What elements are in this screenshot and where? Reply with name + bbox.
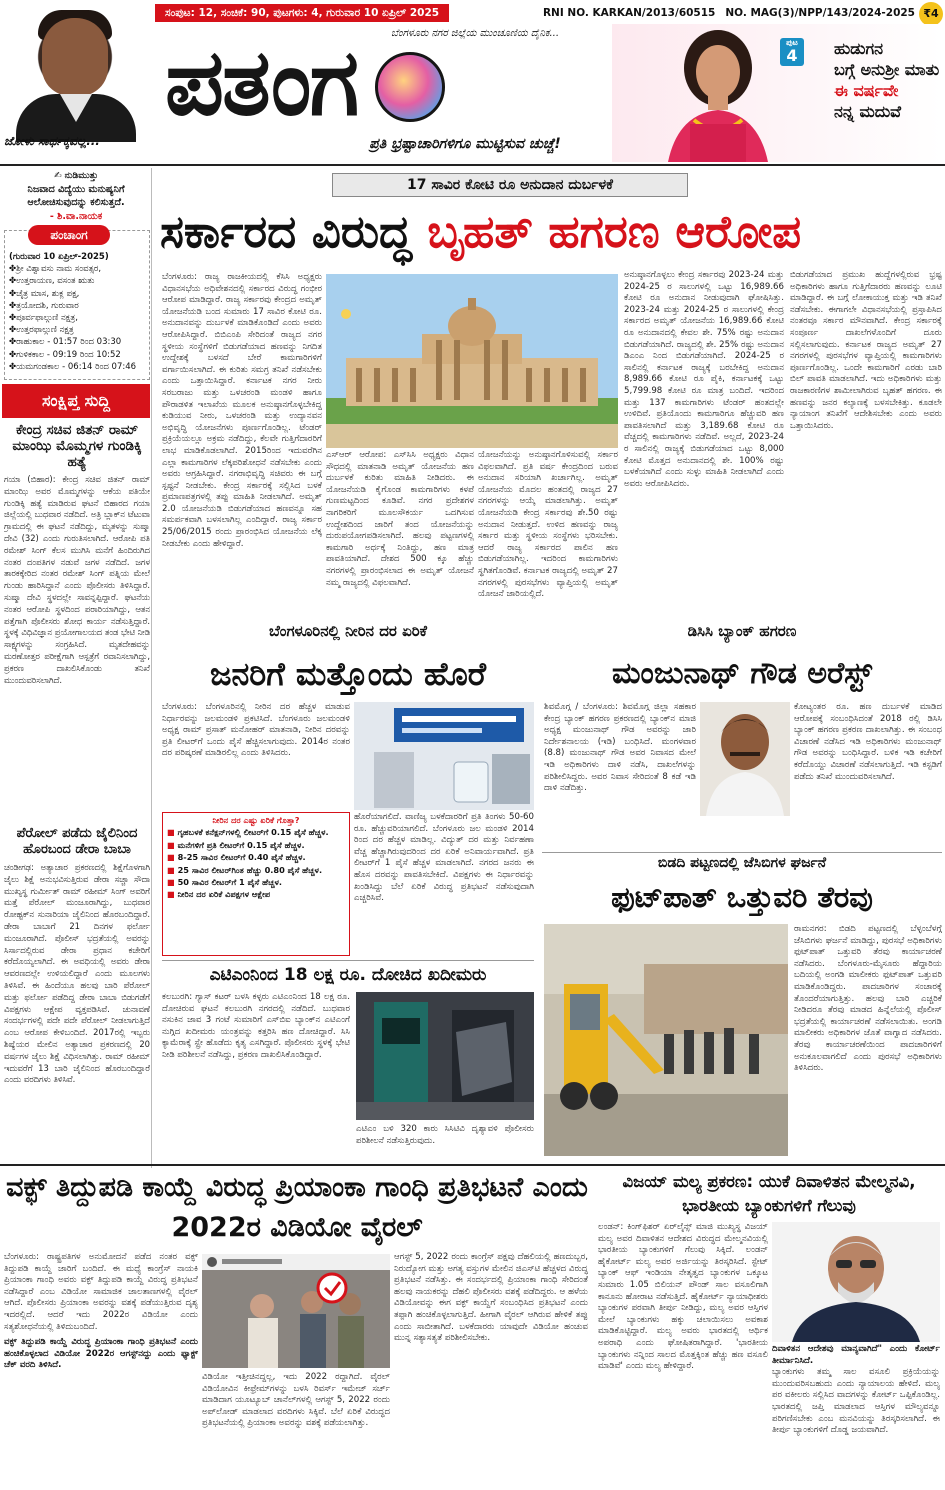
water-rate-item: ■ ಮನೆಗಳಿಗೆ ಪ್ರತಿ ಲೀಟರ್‌ಗೆ 0.15 ಪೈಸೆ ಹೆಚ್ಚಳ. <box>167 840 345 851</box>
panchanga-title: ಪಂಚಾಂಗ <box>28 225 110 245</box>
footpath-column-1: ರಾಮನಗರ: ಬಿಡದಿ ಪಟ್ಟಣದಲ್ಲಿ ಬೆಳ್ಳಂಬೆಳಗ್ಗೆ ಜೆಸಿಬಿಗಳು ಘರ್ಜನೆ ಮಾಡಿದ್ದು, ಪುರಸಭೆ ಅಧಿಕಾರಿಗಳು ಫುಟ್‌ಪಾತ್ ಒತ್ತುವರಿ ತೆರವು ಕಾರ್ಯಾಚರಣೆ ನಡೆಸಿದರು. ಬೆಂಗಳೂರು-ಮೈಸೂರು ಹೆದ್ದಾರಿಯ ಬದಿಯಲ್ಲಿ ಅಂಗಡಿ ಮಾಲೀಕರು ಫುಟ್‌ಪಾತ್ ಒತ್ತುವರಿ ಮಾಡಿಕೊಂಡಿದ್ದರು. ಪಾದಚಾರಿಗಳ ಸಂಚಾರಕ್ಕೆ ತೊಂದರೆಯಾಗುತ್ತಿತ್ತು. ಹಲವು ಬಾರಿ ಎಚ್ಚರಿಕೆ ನೀಡಿದರೂ ತೆರವು ಮಾಡದ ಹಿನ್ನೆಲೆಯಲ್ಲಿ ಪೊಲೀಸ್ ಭದ್ರತೆಯಲ್ಲಿ ಕಾರ್ಯಾಚರಣೆ ನಡೆಸಲಾಯಿತು. ಅಂಗಡಿ ಮಾಲೀಕರು ಅಧಿಕಾರಿಗಳ ಜೊತೆ ವಾಗ್ವಾದ ನಡೆಸಿದರು. ತೆರವು ಕಾರ್ಯಾಚರಣೆಯಿಂದ ಪಾದಚಾರಿಗಳಿಗೆ ಅನುಕೂಲವಾಗಲಿದೆ ಎಂದು ಪುರಸಭೆ ಅಧಿಕಾರಿಗಳು ತಿಳಿಸಿದರು. <box>794 924 942 1074</box>
quote-text: ನಿಜವಾದ ವಿದ್ಯೆಯು ಮನುಷ್ಯನಿಗೆ ಆಲೋಚಿಸುವುದನ್ನು ಕಲಿಸುತ್ತದೆ. <box>27 184 125 208</box>
panchanga-box <box>4 230 150 380</box>
jcb-illustration <box>544 924 788 1156</box>
brief-story-2-body: ಚಂಡೀಗಢ: ಅತ್ಯಾಚಾರ ಪ್ರಕರಣದಲ್ಲಿ ಶಿಕ್ಷೆಗೊಳಗಾಗಿ ಜೈಲು ಶಿಕ್ಷೆ ಅನುಭವಿಸುತ್ತಿರುವ ಡೇರಾ ಸಚ್ಚಾ ಸೌದಾ ಮುಖ್ಯಸ್ಥ ಗುರ್ಮೀತ್ ರಾಮ್ ರಹೀಮ್ ಸಿಂಗ್ ಅವರಿಗೆ ಮತ್ತೆ ಪೆರೋಲ್ ಮಂಜೂರಾಗಿದ್ದು, ಬುಧವಾರ ರೋಹ್ಟಕ್‌ನ ಸುನಾರಿಯಾ ಜೈಲಿನಿಂದ ಹೊರಬಂದಿದ್ದಾರೆ. ಡೇರಾ ಬಾಬಾಗೆ 21 ದಿನಗಳ ಫರ್ಲೋ ಮಂಜೂರಾಗಿದೆ. ಪೊಲೀಸ್ ಭದ್ರತೆಯಲ್ಲಿ ಅವರನ್ನು ಸಿರ್ಸಾದಲ್ಲಿರುವ ಡೇರಾ ಪ್ರಧಾನ ಕಚೇರಿಗೆ ಕರೆದೊಯ್ಯಲಾಗಿದೆ. ಈ ಅವಧಿಯಲ್ಲಿ ಅವರು ಡೇರಾ ಆವರಣದಲ್ಲೇ ಉಳಿಯಲಿದ್ದಾರೆ ಎಂದು ಮೂಲಗಳು ತಿಳಿಸಿವೆ. ಈ ಹಿಂದೆಯೂ ಹಲವು ಬಾರಿ ಪೆರೋಲ್ ಮತ್ತು ಫರ್ಲೋ ಪಡೆದಿದ್ದ ಡೇರಾ ಬಾಬಾ ಬಿಡುಗಡೆಗೆ ವಿಪಕ್ಷಗಳು ಆಕ್ಷೇಪ ವ್ಯಕ್ತಪಡಿಸಿವೆ. ಚುನಾವಣೆ ಸಂದರ್ಭಗಳಲ್ಲಿ ಪದೇ ಪದೇ ಪೆರೋಲ್ ನೀಡಲಾಗುತ್ತಿದೆ ಎಂಬ ಆರೋಪ ಕೇಳಿಬಂದಿದೆ. 2017ರಲ್ಲಿ ಇಬ್ಬರು ಶಿಷ್ಯೆಯರ ಮೇಲಿನ ಅತ್ಯಾಚಾರ ಪ್ರಕರಣದಲ್ಲಿ 20 ವರ್ಷಗಳ ಜೈಲು ಶಿಕ್ಷೆ ವಿಧಿಸಲಾಗಿತ್ತು. ರಾಮ್ ರಹೀಮ್ ಇದುವರೆಗೆ 13 ಬಾರಿ ಜೈಲಿನಿಂದ ಹೊರಬಂದಿದ್ದಾರೆ ಎಂದು ವರದಿಗಳು ತಿಳಿಸಿವೆ. <box>4 862 150 1085</box>
atm-headline[interactable]: ಎಟಿಎಂನಿಂದ 18 ಲಕ್ಷ ರೂ. ದೋಚಿದ ಖದೀಮರು <box>162 960 534 988</box>
vidhana-soudha-photo <box>326 274 618 448</box>
water-column-2: ಹೊರೆಯಾಗಲಿದೆ. ವಾಣಿಜ್ಯ ಬಳಕೆದಾರರಿಗೆ ಪ್ರತಿ ತಿಂಗಳು 50-60 ರೂ. ಹೆಚ್ಚುವರಿಯಾಗಲಿದೆ. ಬೆಂಗಳೂರು ಜಲ ಮಂಡಳಿ 2014 ರಿಂದ ದರ ಹೆಚ್ಚಳ ಮಾಡಿಲ್ಲ. ವಿದ್ಯುತ್ ದರ ಮತ್ತು ನಿರ್ವಹಣಾ ವೆಚ್ಚ ಹೆಚ್ಚಾಗಿರುವುದರಿಂದ ದರ ಏರಿಕೆ ಅನಿವಾರ್ಯವಾಗಿದೆ. ಪ್ರತಿ ಲೀಟರ್‌ಗೆ 1 ಪೈಸೆ ಹೆಚ್ಚಳ ಮಾಡಲಾಗಿದೆ. ನಗರದ ಜನರು ಈ ಹೊಸ ದರವನ್ನು ಪಾವತಿಸಬೇಕಿದೆ. ವಿಪಕ್ಷಗಳು ಈ ನಿರ್ಧಾರವನ್ನು ಖಂಡಿಸಿದ್ದು ಬೆಲೆ ಏರಿಕೆ ವಿರುದ್ಧ ಪ್ರತಿಭಟನೆ ನಡೆಸುವುದಾಗಿ ಎಚ್ಚರಿಸಿವೆ. <box>354 812 534 904</box>
water-box-title: ನೀರಿನ ದರ ಎಷ್ಟು ಏರಿಕೆ ಗೊತ್ತಾ? <box>212 815 300 825</box>
atm-photo-caption: ಎಟಿಎಂ ಬಳಿ 320 ಕಾರು ಸಿಸಿಟಿವಿ ದೃಶ್ಯಾವಳಿ ಪೊಲೀಸರು ಪರಿಶೀಲನೆ ನಡೆಸುತ್ತಿರುವುದು. <box>356 1124 534 1146</box>
price-badge: ₹4 <box>919 2 943 26</box>
masthead-tagline: ಬೆಂಗಳೂರು ನಗರ ಜಿಲ್ಲೆಯ ಮುಂಚೂಣಿಯ ದೈನಿಕ... <box>390 28 560 39</box>
water-board-photo <box>354 702 534 810</box>
water-tap-illustration <box>354 702 534 810</box>
mallya-caption: ದಿವಾಳಿತನ ಆದೇಶವು ಮಾನ್ಯವಾಗಿದೆ" ಎಂದು ಕೋರ್ಟ್ ತೀರ್ಮಾನಿಸಿದೆ. <box>772 1344 940 1366</box>
panchanga-item: ✤ರಾಹುಕಾಲ - 01:57 ರಿಂದ 03:30 <box>9 337 122 348</box>
portrait-face <box>42 18 108 96</box>
brief-news-banner: ಸಂಕ್ಷಿಪ್ತ ಸುದ್ದಿ <box>2 384 150 418</box>
promo-page-label: ಪುಟ <box>786 38 798 47</box>
mallya-column-2-text: ಬ್ಯಾಂಕುಗಳು ತಮ್ಮ ಸಾಲ ವಸೂಲಿ ಪ್ರಕ್ರಿಯೆಯನ್ನು ಮುಂದುವರಿಸಬಹುದು ಎಂದು ನ್ಯಾಯಾಲಯ ಹೇಳಿದೆ. ಮಲ್ಯ ಪರ ವಕೀಲರು ಸಲ್ಲಿಸಿದ ವಾದಗಳನ್ನು ಕೋರ್ಟ್ ಒಪ್ಪಿಕೊಂಡಿಲ್ಲ. ಭಾರತದಲ್ಲಿ ಜಪ್ತಿ ಮಾಡಲಾದ ಆಸ್ತಿಗಳ ಮೌಲ್ಯವನ್ನೂ ಪರಿಗಣಿಸಬೇಕು ಎಂಬ ಮನವಿಯನ್ನು ತಿರಸ್ಕರಿಸಲಾಗಿದೆ. ಈ ತೀರ್ಪು ಬ್ಯಾಂಕುಗಳಿಗೆ ದೊಡ್ಡ ಜಯವಾಗಿದೆ. <box>772 1367 940 1436</box>
panchanga-date: (ಗುರುವಾರ 10 ಏಪ್ರಿಲ್-2025) <box>9 252 109 262</box>
bank-headline[interactable]: ಮಂಜುನಾಥ್ ಗೌಡ ಅರೆಸ್ಟ್ <box>612 656 872 691</box>
panchanga-item: ✤ಉತ್ತರಫಾಲ್ಗುಣಿ ನಕ್ಷತ್ರ <box>9 325 74 336</box>
section-divider <box>0 1164 945 1166</box>
lead-kicker: 17 ಸಾವಿರ ಕೋಟಿ ರೂ ಅನುದಾನ ದುರ್ಬಳಕೆ <box>332 173 688 197</box>
lead-headline-part-2: ಬೃಹತ್ ಹಗರಣ ಆರೋಪ <box>427 205 802 258</box>
promo-line-1: ಹುಡುಗನ <box>834 39 884 58</box>
registration-number: NO. MAG(3)/NPP/143/2024-2025 <box>725 7 915 19</box>
promo-teaser <box>834 38 942 122</box>
waqf-column-2: ವಿಡಿಯೋ ಇತ್ತೀಚಿನದ್ದಲ್ಲ, ಇದು 2022 ರದ್ದಾಗಿದೆ. ವೈರಲ್ ವಿಡಿಯೋವಿನ ಕೀಫ್ರೇಮ್‌ಗಳನ್ನು ಬಳಸಿ ರಿವರ್ಸ್ ಇಮೇಜ್ ಸರ್ಚ್ ಮಾಡಿದಾಗ ಯೂಟ್ಯೂಬ್ ಚಾನೆಲ್‌ಗಳಲ್ಲಿ ಆಗಸ್ಟ್ 5, 2022 ರಂದು ಅಪ್‌ಲೋಡ್ ಮಾಡಲಾದ ವರದಿಗಳು ಸಿಕ್ಕಿವೆ. ಬೆಲೆ ಏರಿಕೆ ವಿರುದ್ಧದ ಪ್ರತಿಭಟನೆಯಲ್ಲಿ ಪ್ರಿಯಾಂಕಾ ಅವರನ್ನು ವಶಕ್ಕೆ ಪಡೆಯಲಾಗಿತ್ತು. <box>202 1372 390 1429</box>
broken-atm-illustration <box>356 992 534 1120</box>
promo-line-4: ನನ್ನ ಮದುವೆ <box>834 102 902 121</box>
jcb-demolition-photo <box>544 924 788 1156</box>
portrait-caption: ಜೋಳು ಸಾರ್ಥಕ್ಕವಲ್ಲ... <box>4 134 100 148</box>
atm-column-1: ಕಲಬುರಗಿ: ಗ್ಯಾಸ್ ಕಟರ್ ಬಳಸಿ ಕಳ್ಳರು ಎಟಿಎಂನಿಂದ 18 ಲಕ್ಷ ರೂ. ದೋಚಿರುವ ಘಟನೆ ಕಲಬುರಗಿ ನಗರದಲ್ಲಿ ನಡೆದಿದೆ. ಬುಧವಾರ ನಸುಕಿನ ಜಾವ 3 ಗಂಟೆ ಸುಮಾರಿಗೆ ಎಸ್‌ಬಿಐ ಬ್ಯಾಂಕ್‌ನ ಎಟಿಎಂಗೆ ನುಗ್ಗಿದ ಖದೀಮರು ಯಂತ್ರವನ್ನು ಕತ್ತರಿಸಿ ಹಣ ದೋಚಿದ್ದಾರೆ. ಸಿಸಿ ಕ್ಯಾಮೆರಾಕ್ಕೆ ಸ್ಪ್ರೇ ಹೊಡೆದು ಕೃತ್ಯ ಎಸಗಿದ್ದಾರೆ. ಪೊಲೀಸರು ಸ್ಥಳಕ್ಕೆ ಭೇಟಿ ನೀಡಿ ಪರಿಶೀಲನೆ ನಡೆಸಿದ್ದು, ಪ್ರಕರಣ ದಾಖಲಿಸಿಕೊಂಡಿದ್ದಾರೆ. <box>162 992 350 1060</box>
issue-line: ಸಂಪುಟ: 12, ಸಂಚಿಕೆ: 90, ಪುಟಗಳು: 4, ಗುರುವಾರ 10 ಏಪ್ರಿಲ್ 2025 <box>155 4 449 22</box>
promo-box[interactable] <box>612 24 942 162</box>
man-portrait-illustration <box>700 702 790 816</box>
bank-kicker: ಡಿಸಿಸಿ ಬ್ಯಾಂಕ್ ಹಗರಣ <box>687 622 797 640</box>
mallya-portrait-illustration <box>772 1222 940 1342</box>
rni-number: RNI NO. KARKAN/2013/60515 <box>542 7 716 19</box>
promo-line-3: ಈ ವರ್ಷವೇ <box>834 81 899 100</box>
vidhana-soudha-illustration <box>326 274 618 448</box>
brief-story-2-headline[interactable]: ಪೆರೋಲ್ ಪಡೆದು ಜೈಲಿನಿಂದ ಹೊರಬಂದ ಡೇರಾ ಬಾಬಾ <box>16 826 138 857</box>
promo-page-number: 4 <box>786 46 798 65</box>
lead-column-4: ಅನುಷ್ಠಾನಗೊಳ್ಳಲು ಕೇಂದ್ರ ಸರ್ಕಾರವು 2023-24 ಮತ್ತು 2024-25 ರ ಸಾಲುಗಳಲ್ಲಿ ಒಟ್ಟು 16,989.66 ಕೋಟಿ ರೂ ಅನುದಾನ ನೀಡುವುದಾಗಿ ಘೋಷಿಸಿತ್ತು. 2023-24 ಮತ್ತು 2024-25 ರ ಸಾಲುಗಳಲ್ಲಿ ಕೇಂದ್ರ ಸರ್ಕಾರದ ಅಮೃತ್ ಯೋಜನೆಯ 16,989.66 ಕೋಟಿ ರೂ ಅನುದಾನದಲ್ಲಿ ಕೇವಲ ಶೇ. 75% ರಷ್ಟು ಅನುದಾನ ಬಿಡುಗಡೆಯಾಗಿದೆ. ರಾಜ್ಯದಲ್ಲಿ ಶೇ. 25% ರಷ್ಟು ಅನುದಾನ ಡಿಎಂಎ ನಿಂದ ಬಿಡುಗಡೆಯಾಗಿದೆ. 2024-25 ರ ಸಾಲಿನಲ್ಲಿ ಕರ್ನಾಟಕ ರಾಜ್ಯಕ್ಕೆ ಬರಬೇಕಿದ್ದ ಅನುದಾನ 8,989.66 ಕೋಟಿ ರೂ ಪೈಕಿ, ಕರ್ನಾಟಕಕ್ಕೆ ಒಟ್ಟು 5,799.98 ಕೋಟಿ ರೂ ಮಾತ್ರ ಬಂದಿದೆ. ಇದರಿಂದ ಮತ್ತು 137 ಕಾಮಗಾರಿಗಳು ಟೆಂಡರ್ ಹಂತದಲ್ಲೇ ಉಳಿದಿವೆ. ಪ್ರತಿಯೊಂದು ಕಾಮಗಾರಿಗೂ ಹೆಚ್ಚುವರಿ ಹಣ ಪಾವತಿಸಲಾಗಿದೆ ಮತ್ತು 3,189.68 ಕೋಟಿ ರೂ ವೆಚ್ಚದಲ್ಲಿ ಕಾಮಗಾರಿಗಳು ನಡೆದಿವೆ. ಅಲ್ಲದೆ, 2023-24 ರ ಸಾಲಿನಲ್ಲಿ ರಾಜ್ಯಕ್ಕೆ ಬಿಡುಗಡೆಯಾದ ಒಟ್ಟು 8,000 ಕೋಟಿ ಮೊತ್ತದ ಅನುದಾನದಲ್ಲಿ ಶೇ. 100% ರಷ್ಟು ಬಳಕೆಯಾಗಿದೆ ಎಂದು ಸುಳ್ಳು ಮಾಹಿತಿ ನೀಡಲಾಗಿದೆ ಎಂದು ಅವರು ಆರೋಪಿಸಿದರು. <box>624 270 784 489</box>
manjunath-gowda-photo <box>700 702 790 816</box>
footpath-headline[interactable]: ಫುಟ್‌ಪಾತ್ ಒತ್ತುವರಿ ತೆರವು <box>611 880 873 914</box>
priyanka-gandhi-video-still[interactable] <box>202 1254 390 1368</box>
bank-column-2: ಕೋಟ್ಯಂತರ ರೂ. ಹಣ ದುರ್ಬಳಕೆ ಮಾಡಿದ ಆರೋಪಕ್ಕೆ ಸಂಬಂಧಿಸಿದಂತೆ 2018 ರಲ್ಲಿ ಡಿಸಿಸಿ ಬ್ಯಾಂಕ್ ಹಗರಣ ಪ್ರಕರಣ ದಾಖಲಾಗಿತ್ತು. ಈ ಸಂಬಂಧ ವಿಚಾರಣೆ ನಡೆಸಿದ ಇಡಿ ಅಧಿಕಾರಿಗಳು ಮಂಜುನಾಥ್ ಗೌಡ ಅವರನ್ನು ಬಂಧಿಸಿದ್ದಾರೆ. ಬಳಿಕ ಇಡಿ ಕಚೇರಿಗೆ ಕರೆದೊಯ್ದು ವಿಚಾರಣೆ ನಡೆಸಲಾಗುತ್ತಿದೆ. ಇಡಿ ಕಸ್ಟಡಿಗೆ ಪಡೆದು ತನಿಖೆ ಮುಂದುವರಿಸಲಾಗಿದೆ. <box>794 702 942 782</box>
registration-info <box>543 7 945 19</box>
actress-photo <box>638 28 798 162</box>
protest-photo-illustration <box>202 1254 390 1368</box>
panchanga-item: ✤ಗುಳಿಕಕಾಲ - 09:19 ರಿಂದ 10:52 <box>9 349 121 360</box>
quote-heading: ✍ ನುಡಿಮುತ್ತು <box>53 171 99 181</box>
panchanga-item: ✤ಚೈತ್ರ ಮಾಸ, ಶುಕ್ಲ ಪಕ್ಷ, <box>9 288 80 299</box>
panchanga-item: ✤ಶ್ರೀ ವಿಶ್ವಾವಸು ನಾಮ ಸಂವತ್ಸರ, <box>9 264 102 275</box>
brief-story-1-headline[interactable]: ಕೇಂದ್ರ ಸಚಿವ ಜಿತನ್ ರಾಮ್ ಮಾಂಝಿ ಮೊಮ್ಮಗಳ ಗುಂಡಿಕ್ಕಿ ಹತ್ಯೆ <box>12 422 142 470</box>
lead-column-1: ಬೆಂಗಳೂರು: ರಾಜ್ಯ ರಾಜಕೀಯದಲ್ಲಿ ಕೆಸಿಸಿ ಅಧ್ಯಕ್ಷರು ವಿಧಾನಸಭೆಯ ಅಧಿವೇಶನದಲ್ಲಿ ಸರ್ಕಾರದ ವಿರುದ್ಧ ಗಂಭೀರ ಆರೋಪ ಮಾಡಿದ್ದಾರೆ. ರಾಜ್ಯ ಸರ್ಕಾರವು ಕೇಂದ್ರದ ಅಮೃತ್ ಯೋಜನೆಯಡಿ ಬಂದ ಸುಮಾರು 17 ಸಾವಿರ ಕೋಟಿ ರೂ. ಅನುದಾನವನ್ನು ದುರ್ಬಳಕೆ ಮಾಡಿಕೊಂಡಿದೆ ಎಂದು ಅವರು ಆರೋಪಿಸಿದ್ದಾರೆ. ಬಿಬಿಎಂಪಿ ಸೇರಿದಂತೆ ರಾಜ್ಯದ ನಗರ ಸ್ಥಳೀಯ ಸಂಸ್ಥೆಗಳಿಗೆ ಬಿಡುಗಡೆಯಾದ ಹಣವನ್ನು ನಿಗದಿತ ಉದ್ದೇಶಕ್ಕೆ ಬಳಸದೆ ಬೇರೆ ಕಾಮಗಾರಿಗಳಿಗೆ ವರ್ಗಾಯಿಸಲಾಗಿದೆ. ಈ ಕುರಿತು ಸಮಗ್ರ ತನಿಖೆ ನಡೆಸಬೇಕು ಎಂದು ಒತ್ತಾಯಿಸಿದ್ದಾರೆ. ಕರ್ನಾಟಕ ನಗರ ನೀರು ಸರಬರಾಜು ಮತ್ತು ಒಳಚರಂಡಿ ಮಂಡಳಿ ಹಾಗೂ ಪೌರಾಡಳಿತ ಇಲಾಖೆಯ ಮೂಲಕ ಅನುಷ್ಠಾನಗೊಳ್ಳಬೇಕಿದ್ದ ಕುಡಿಯುವ ನೀರು, ಒಳಚರಂಡಿ ಮತ್ತು ಉದ್ಯಾನವನ ಅಭಿವೃದ್ಧಿ ಯೋಜನೆಗಳು ಪೂರ್ಣಗೊಂಡಿಲ್ಲ. ಟೆಂಡರ್ ಪ್ರಕ್ರಿಯೆಯಲ್ಲೂ ಅಕ್ರಮ ನಡೆದಿದ್ದು, ಕೆಲವೇ ಗುತ್ತಿಗೆದಾರರಿಗೆ ಲಾಭ ಮಾಡಿಕೊಡಲಾಗಿದೆ. 2015ರಿಂದ ಇದುವರೆಗಿನ ಎಲ್ಲಾ ಕಾಮಗಾರಿಗಳ ಲೆಕ್ಕಪರಿಶೋಧನೆ ನಡೆಸಬೇಕು ಎಂದು ಅವರು ಆಗ್ರಹಿಸಿದ್ದಾರೆ. ನಗರಾಭಿವೃದ್ಧಿ ಸಚಿವರು ಈ ಬಗ್ಗೆ ಸ್ಪಷ್ಟನೆ ನೀಡಬೇಕು. ಕೇಂದ್ರ ಸರ್ಕಾರಕ್ಕೆ ಸಲ್ಲಿಸಿದ ಬಳಕೆ ಪ್ರಮಾಣಪತ್ರಗಳಲ್ಲಿ ತಪ್ಪು ಮಾಹಿತಿ ನೀಡಲಾಗಿದೆ. ಅಮೃತ್ 2.0 ಯೋಜನೆಯಡಿ ಬಿಡುಗಡೆಯಾದ ಹಣವನ್ನೂ ಸಹ ಸಮರ್ಪಕವಾಗಿ ಬಳಸಲಾಗಿಲ್ಲ ಎಂದಿದ್ದಾರೆ. ರಾಜ್ಯ ಸರ್ಕಾರ 25/06/2015 ರಂದು ಪ್ರಾರಂಭಿಸಿದ ಯೋಜನೆಯ ಲೆಕ್ಕ ನೀಡಬೇಕು ಎಂದು ಹೇಳಿದ್ದಾರೆ. <box>162 272 322 549</box>
vijay-mallya-photo <box>772 1222 940 1342</box>
atm-photo <box>356 992 534 1120</box>
mallya-column-1: ಲಂಡನ್: ಕಿಂಗ್‌ಫಿಶರ್ ಏರ್‌ಲೈನ್ಸ್ ಮಾಜಿ ಮುಖ್ಯಸ್ಥ ವಿಜಯ್ ಮಲ್ಯ ಅವರ ದಿವಾಳಿತನ ಆದೇಶದ ವಿರುದ್ಧದ ಮೇಲ್ಮನವಿಯಲ್ಲಿ ಭಾರತೀಯ ಬ್ಯಾಂಕುಗಳಿಗೆ ಗೆಲುವು ಸಿಕ್ಕಿದೆ. ಲಂಡನ್ ಹೈಕೋರ್ಟ್ ಮಲ್ಯ ಅವರ ಅರ್ಜಿಯನ್ನು ತಿರಸ್ಕರಿಸಿದೆ. ಸ್ಟೇಟ್ ಬ್ಯಾಂಕ್ ಆಫ್ ಇಂಡಿಯಾ ನೇತೃತ್ವದ ಬ್ಯಾಂಕುಗಳ ಒಕ್ಕೂಟ ಸುಮಾರು 1.05 ಬಿಲಿಯನ್ ಪೌಂಡ್ ಸಾಲ ವಸೂಲಿಗಾಗಿ ಕಾನೂನು ಹೋರಾಟ ನಡೆಸುತ್ತಿದೆ. ಹೈಕೋರ್ಟ್ ನ್ಯಾಯಾಧೀಶರು ಬ್ಯಾಂಕುಗಳ ಪರವಾಗಿ ತೀರ್ಪು ನೀಡಿದ್ದು, ಮಲ್ಯ ಅವರ ಆಸ್ತಿಗಳ ಮೇಲೆ ಬ್ಯಾಂಕುಗಳು ಹಕ್ಕು ಚಲಾಯಿಸಲು ಅವಕಾಶ ಮಾಡಿಕೊಟ್ಟಿದ್ದಾರೆ. ಮಲ್ಯ ಅವರು ಭಾರತದಲ್ಲಿ ಆರ್ಥಿಕ ಅಪರಾಧಿ ಎಂದು ಘೋಷಿತರಾಗಿದ್ದಾರೆ. 'ಭಾರತೀಯ ಬ್ಯಾಂಕುಗಳು ನನ್ನಿಂದ ಸಾಲದ ಮೊತ್ತಕ್ಕಿಂತ ಹೆಚ್ಚು ಹಣ ವಸೂಲಿ ಮಾಡಿವೆ' ಎಂದು ಮಲ್ಯ ಹೇಳಿದ್ದಾರೆ. <box>598 1222 768 1372</box>
issue-bar <box>155 2 945 24</box>
water-rates-box <box>162 812 350 956</box>
water-rate-item: ■ 50 ಸಾವಿರ ಲೀಟರ್‌ಗೆ 1 ಪೈಸೆ ಹೆಚ್ಚಳ. <box>167 877 345 888</box>
newspaper-logo: ಪತಂಗ <box>165 28 358 136</box>
lead-headline-part-1: ಸರ್ಕಾರದ ವಿರುದ್ಧ <box>160 205 428 258</box>
water-column-1: ಬೆಂಗಳೂರು: ಬೆಂಗಳೂರಿನಲ್ಲಿ ನೀರಿನ ದರ ಹೆಚ್ಚಳ ಮಾಡುವ ನಿರ್ಧಾರವನ್ನು ಜಲಮಂಡಳಿ ಪ್ರಕಟಿಸಿದೆ. ಬೆಂಗಳೂರು ಜಲಮಂಡಳಿ ಅಧ್ಯಕ್ಷ ರಾಮ್ ಪ್ರಸಾತ್ ಮನೋಹರ್ ಮಾತನಾಡಿ, ನೀರಿನ ದರವನ್ನು ಪ್ರತಿ ಲೀಟರ್‌ಗೆ ಒಂದು ಪೈಸೆ ಹೆಚ್ಚಿಸಲಾಗುವುದು. 2014ರ ನಂತರ ದರ ಪರಿಷ್ಕರಣೆ ಮಾಡಿರಲಿಲ್ಲ ಎಂದು ತಿಳಿಸಿದರು. <box>162 702 350 759</box>
waqf-column-1 <box>4 1252 198 1486</box>
brief-story-1-body: ಗಯಾ (ಬಿಹಾರ): ಕೇಂದ್ರ ಸಚಿವ ಜಿತನ್ ರಾಮ್ ಮಾಂಝಿ ಅವರ ಮೊಮ್ಮಗಳನ್ನು ಆಕೆಯ ಪತಿಯೇ ಗುಂಡಿಕ್ಕಿ ಹತ್ಯೆ ಮಾಡಿರುವ ಘಟನೆ ಬಿಹಾರದ ಗಯಾ ಜಿಲ್ಲೆಯಲ್ಲಿ ಬುಧವಾರ ನಡೆದಿದೆ. ಅತ್ರಿ ಬ್ಲಾಕ್‌ನ ಟೆಟುವಾ ಗ್ರಾಮದಲ್ಲಿ ಈ ಘಟನೆ ನಡೆದಿದ್ದು, ಮೃತಳನ್ನು ಸುಷ್ಮಾ ದೇವಿ (32) ಎಂದು ಗುರುತಿಸಲಾಗಿದೆ. ಆರೋಪಿ ಪತಿ ರಮೇಶ್ ಸಿಂಗ್ ಕೆಲಸ ಮುಗಿಸಿ ಮನೆಗೆ ಹಿಂದಿರುಗಿದ ನಂತರ ದಂಪತಿಗಳ ನಡುವೆ ಜಗಳ ನಡೆದಿದೆ. ಜಗಳ ತಾರಕಕ್ಕೇರಿದ ನಂತರ ರಮೇಶ್ ಸಿಂಗ್ ಪತ್ನಿಯ ಮೇಲೆ ಗುಂಡು ಹಾರಿಸಿದ್ದಾನೆ ಎಂದು ಪೊಲೀಸರು ತಿಳಿಸಿದ್ದಾರೆ. ಸುಷ್ಮಾ ದೇವಿ ಸ್ಥಳದಲ್ಲೇ ಸಾವನ್ನಪ್ಪಿದ್ದಾರೆ. ಘಟನೆಯ ನಂತರ ಆರೋಪಿ ಸ್ಥಳದಿಂದ ಪರಾರಿಯಾಗಿದ್ದು, ಆತನ ಪತ್ತೆಗಾಗಿ ಪೊಲೀಸರು ಶೋಧ ಕಾರ್ಯ ನಡೆಸುತ್ತಿದ್ದಾರೆ. ಸ್ಥಳಕ್ಕೆ ವಿಧಿವಿಜ್ಞಾನ ಪ್ರಯೋಗಾಲಯದ ತಂಡ ಭೇಟಿ ನೀಡಿ ಸಾಕ್ಷ್ಯಗಳನ್ನು ಸಂಗ್ರಹಿಸಿದೆ. ಮೃತದೇಹವನ್ನು ಮರಣೋತ್ತರ ಪರೀಕ್ಷೆಗಾಗಿ ಆಸ್ಪತ್ರೆಗೆ ರವಾನಿಸಲಾಗಿದ್ದು, ಪ್ರಕರಣ ದಾಖಲಿಸಿಕೊಂಡು ತನಿಖೆ ಮುಂದುವರಿಸಲಾಗಿದೆ. <box>4 474 150 685</box>
quote-box <box>0 168 152 230</box>
lead-photo-caption: ಎಸ್‌ಆರ್ ಆರೋಪ: ಎಸ್‌ಸಿಸಿ ಅಧ್ಯಕ್ಷರು ವಿಧಾನ ಸೌಧದಲ್ಲಿ ಮಾತನಾಡಿ ಅಮೃತ್ ಯೋಜನೆಯ ಹಣ ದುರ್ಬಳಕೆ ಕುರಿತು ಮಾಹಿತಿ ನೀಡಿದರು. ಈ ಯೋಜನೆಯಡಿ ಕೈಗೊಂಡ ಕಾಮಗಾರಿಗಳು ಕಳಪೆ ಗುಣಮಟ್ಟದಿಂದ ಕೂಡಿವೆ. ನಗರ ಪ್ರದೇಶಗಳ ನಾಗರಿಕರಿಗೆ ಮೂಲಸೌಕರ್ಯ ಒದಗಿಸುವ ಉದ್ದೇಶದಿಂದ ಜಾರಿಗೆ ತಂದ ಯೋಜನೆಯನ್ನು ದುರುಪಯೋಗಪಡಿಸಲಾಗಿದೆ. ಹಲವು ಪಟ್ಟಣಗಳಲ್ಲಿ ಕಾಮಗಾರಿ ಅರ್ಧಕ್ಕೆ ನಿಂತಿದ್ದು, ಹಣ ಮಾತ್ರ ಪಾವತಿಯಾಗಿದೆ. ದೇಶದ 500 ಕ್ಕೂ ಹೆಚ್ಚು ನಗರಗಳಲ್ಲಿ ಪ್ರಾರಂಭಿಸಲಾದ ಈ ಅಮೃತ್ ಯೋಜನೆ ನಮ್ಮ ರಾಜ್ಯದಲ್ಲಿ ವಿಫಲವಾಗಿದೆ. <box>326 450 474 588</box>
panchanga-item: ✤ಉತ್ತರಾಯಣ, ವಸಂತ ಋತು <box>9 276 95 287</box>
waqf-column-3: ಆಗಸ್ಟ್ 5, 2022 ರಂದು ಕಾಂಗ್ರೆಸ್ ಪಕ್ಷವು ದೆಹಲಿಯಲ್ಲಿ ಹಣದುಬ್ಬರ, ನಿರುದ್ಯೋಗ ಮತ್ತು ಅಗತ್ಯ ವಸ್ತುಗಳ ಮೇಲಿನ ಜಿಎಸ್‌ಟಿ ಹೆಚ್ಚಳದ ವಿರುದ್ಧ ಪ್ರತಿಭಟನೆ ನಡೆಸಿತ್ತು. ಈ ಸಂದರ್ಭದಲ್ಲಿ ಪ್ರಿಯಾಂಕಾ ಗಾಂಧಿ ಸೇರಿದಂತೆ ಹಲವು ನಾಯಕರನ್ನು ದೆಹಲಿ ಪೊಲೀಸರು ವಶಕ್ಕೆ ಪಡೆದಿದ್ದರು. ಆ ಹಳೆಯ ವಿಡಿಯೋವನ್ನು ಈಗ ವಕ್ಫ್ ಕಾಯ್ದೆಗೆ ಸಂಬಂಧಿಸಿದ ಪ್ರತಿಭಟನೆ ಎಂದು ತಪ್ಪಾಗಿ ಹಂಚಿಕೊಳ್ಳಲಾಗುತ್ತಿದೆ. ಹೀಗಾಗಿ ವೈರಲ್ ಆಗಿರುವ ಹೇಳಿಕೆ ತಪ್ಪು ಎಂದು ಸಾಬೀತಾಗಿದೆ. ಬಳಕೆದಾರರು ಯಾವುದೇ ವಿಡಿಯೋ ಹಂಚುವ ಮುನ್ನ ಸತ್ಯಾಸತ್ಯತೆ ಪರಿಶೀಲಿಸಬೇಕು. <box>394 1252 588 1344</box>
waqf-headline[interactable]: ವಕ್ಫ್ ತಿದ್ದುಪಡಿ ಕಾಯ್ದೆ ವಿರುದ್ಧ ಪ್ರಿಯಾಂಕಾ ಗಾಂಧಿ ಪ್ರತಿಭಟನೆ ಎಂದು 2022ರ ವಿಡಿಯೋ ವೈರಲ್ <box>6 1172 588 1243</box>
promo-page-badge <box>780 38 804 66</box>
butterfly-logo-icon <box>375 52 445 122</box>
mallya-headline[interactable]: ವಿಜಯ್ ಮಲ್ಯ ಪ್ರಕರಣ: ಯುಕೆ ದಿವಾಳಿತನ ಮೇಲ್ಮನವಿ, ಭಾರತೀಯ ಬ್ಯಾಂಕುಗಳಿಗೆ ಗೆಲುವು <box>622 1172 916 1215</box>
portrait-photo <box>0 0 150 142</box>
quote-author: - ಶಿ.ವಾ.ನಾಯಕ <box>49 211 103 222</box>
lead-column-3: ಯೋಜನೆಯನ್ನು ಅನುಷ್ಠಾನಗೊಳಿಸುವಲ್ಲಿ ಸರ್ಕಾರ ವಿಫಲವಾಗಿದೆ. ಪ್ರತಿ ವರ್ಷ ಕೇಂದ್ರದಿಂದ ಬರುವ ಅನುದಾನ ಸರಿಯಾಗಿ ಖರ್ಚಾಗಿಲ್ಲ. ಅಮೃತ್ ಯೋಜನೆಯ ಮೊದಲ ಹಂತದಲ್ಲಿ ರಾಜ್ಯದ 27 ನಗರಗಳನ್ನು ಆಯ್ಕೆ ಮಾಡಲಾಗಿತ್ತು. ಅಮೃತ್ ಯೋಜನೆಯಡಿ ಕೇಂದ್ರ ಸರ್ಕಾರವು ಶೇ.50 ರಷ್ಟು ಅನುದಾನ ನೀಡುತ್ತದೆ. ಉಳಿದ ಹಣವನ್ನು ರಾಜ್ಯ ಸರ್ಕಾರ ಮತ್ತು ಸ್ಥಳೀಯ ಸಂಸ್ಥೆಗಳು ಭರಿಸಬೇಕು. ಆದರೆ ರಾಜ್ಯ ಸರ್ಕಾರದ ಪಾಲಿನ ಹಣ ಬಿಡುಗಡೆಯಾಗಿಲ್ಲ. ಇದರಿಂದ ಕಾಮಗಾರಿಗಳು ಸ್ಥಗಿತಗೊಂಡಿವೆ. ಕರ್ನಾಟಕ ರಾಜ್ಯದಲ್ಲಿ ಅಮೃತ್ 27 ನಗರಗಳಲ್ಲಿ ಪುರಸಭೆಗಳು ವ್ಯಾಪ್ತಿಯಲ್ಲಿ ಅಮೃತ್ ಯೋಜನೆ ಜಾರಿಯಲ್ಲಿದೆ. <box>478 450 618 600</box>
panchanga-item: ✤ಯಮಗಂಡಕಾಲ - 06:14 ರಿಂದ 07:46 <box>9 361 137 372</box>
water-kicker: ಬೆಂಗಳೂರಿನಲ್ಲಿ ನೀರಿನ ದರ ಏರಿಕೆ <box>268 622 428 640</box>
panchanga-item: ✤ಪೂರ್ವಫಾಲ್ಗುಣಿ ನಕ್ಷತ್ರ, <box>9 313 78 324</box>
footpath-kicker: ಬಿಡದಿ ಪಟ್ಟಣದಲ್ಲಿ ಜೆಸಿಬಿಗಳ ಘರ್ಜನೆ <box>542 852 942 871</box>
water-rate-item: ■ ನೀರಿನ ದರ ಏರಿಕೆ ವಿಪಕ್ಷಗಳ ಆಕ್ಷೇಪ <box>167 889 345 900</box>
water-headline[interactable]: ಜನರಿಗೆ ಮತ್ತೊಂದು ಹೊರೆ <box>210 655 486 693</box>
panchanga-item: ✤ತ್ರಯೋದಶಿ, ಗುರುವಾರ <box>9 300 79 311</box>
water-rate-item: ■ 8-25 ಸಾವಿರ ಲೀಟರ್‌ಗೆ 0.40 ಪೈಸೆ ಹೆಚ್ಚಳ. <box>167 852 345 863</box>
water-rate-item: ■ ಗೃಹಬಳಕೆ ಕನೆಕ್ಷನ್‌ಗಳಲ್ಲಿ ಲೀಟರ್‌ಗೆ 0.15 ಪೈಸೆ ಹೆಚ್ಚಳ. <box>167 827 345 838</box>
waqf-subhead: ವಕ್ಫ್ ತಿದ್ದುಪಡಿ ಕಾಯ್ದೆ ವಿರುದ್ಧ ಪ್ರಿಯಾಂಕಾ ಗಾಂಧಿ ಪ್ರತಿಭಟನೆ ಎಂದು ಹಂಚಿಕೊಳ್ಳಲಾದ ವಿಡಿಯೋ 2022ರ ಆಗಸ್ಟ್‌ನದ್ದು ಎಂದು ಫ್ಯಾಕ್ಟ್ ಚೆಕ್ ವರದಿ ತಿಳಿಸಿದೆ. <box>4 1337 198 1371</box>
lead-headline[interactable] <box>160 198 942 266</box>
logo-slogan: ಪ್ರತಿ ಭ್ರಷ್ಟಾಚಾರಿಗಳಿಗೂ ಮುಟ್ಟಿಸುವ ಚುಚ್ಚೆ! <box>369 136 561 152</box>
mallya-column-2 <box>772 1344 940 1486</box>
water-rate-item: ■ 25 ಸಾವಿರ ಲೀಟರ್‌ಗಿಂತ ಹೆಚ್ಚು 0.80 ಪೈಸೆ ಹೆಚ್ಚಳ. <box>167 865 345 876</box>
promo-line-2: ಬಗ್ಗೆ ಅನುಶ್ರೀ ಮಾತು <box>834 60 940 79</box>
lead-column-5: ಬಿಡುಗಡೆಯಾದ ಪ್ರಮುಖ ಹುದ್ದೆಗಳಲ್ಲಿರುವ ಭ್ರಷ್ಟ ಅಧಿಕಾರಿಗಳು ಹಾಗೂ ಗುತ್ತಿಗೆದಾರರು ಹಣವನ್ನು ಲೂಟಿ ಮಾಡಿದ್ದಾರೆ. ಈ ಬಗ್ಗೆ ಲೋಕಾಯುಕ್ತ ಮತ್ತು ಇಡಿ ತನಿಖೆ ನಡೆಸಬೇಕು. ಈಗಾಗಲೇ ವಿಧಾನಸಭೆಯಲ್ಲಿ ಪ್ರಸ್ತಾಪಿಸಿದ ನಂತರವೂ ಸರ್ಕಾರ ಮೌನವಾಗಿದೆ. ಕೇಂದ್ರ ಸರ್ಕಾರಕ್ಕೆ ಸಂಪೂರ್ಣ ದಾಖಲೆಗಳೊಂದಿಗೆ ದೂರು ಸಲ್ಲಿಸಲಾಗುವುದು. ಕರ್ನಾಟಕ ರಾಜ್ಯದ ಅಮೃತ್ 27 ನಗರಗಳಲ್ಲಿ ಪುರಸಭೆಗಳ ವ್ಯಾಪ್ತಿಯಲ್ಲಿ ಕಾಮಗಾರಿಗಳು ಪೂರ್ಣಗೊಂಡಿಲ್ಲ. ಒಂದೇ ಕಾಮಗಾರಿಗೆ ಎರಡು ಬಾರಿ ಬಿಲ್ ಪಾವತಿ ಮಾಡಲಾಗಿದೆ. ಇದು ಅಧಿಕಾರಿಗಳು ಮತ್ತು ರಾಜಕಾರಣಿಗಳ ಶಾಮೀಲಾಗಿರುವ ಬೃಹತ್ ಹಗರಣ. ಈ ಹಣವನ್ನು ಜನರ ಕಲ್ಯಾಣಕ್ಕೆ ಬಳಸಬೇಕಿತ್ತು. ಕೂಡಲೇ ನ್ಯಾಯಾಂಗ ತನಿಖೆಗೆ ಆದೇಶಿಸಬೇಕು ಎಂದು ಅವರು ಒತ್ತಾಯಿಸಿದರು. <box>790 270 942 431</box>
waqf-column-1-text: ಬೆಂಗಳೂರು: ರಾಷ್ಟ್ರಪತಿಗಳ ಅನುಮೋದನೆ ಪಡೆದ ನಂತರ ವಕ್ಫ್ ತಿದ್ದುಪಡಿ ಕಾಯ್ದೆ ಜಾರಿಗೆ ಬಂದಿದೆ. ಈ ಮಧ್ಯೆ ಕಾಂಗ್ರೆಸ್ ನಾಯಕಿ ಪ್ರಿಯಾಂಕಾ ಗಾಂಧಿ ಅವರು ವಕ್ಫ್ ತಿದ್ದುಪಡಿ ಕಾಯ್ದೆ ವಿರುದ್ಧ ಪ್ರತಿಭಟನೆ ನಡೆಸಿದ್ದಾರೆ ಎಂಬ ವಿಡಿಯೋ ಸಾಮಾಜಿಕ ಜಾಲತಾಣಗಳಲ್ಲಿ ವೈರಲ್ ಆಗಿದೆ. ಪೊಲೀಸರು ಪ್ರಿಯಾಂಕಾ ಅವರನ್ನು ವಶಕ್ಕೆ ಪಡೆಯುತ್ತಿರುವ ದೃಶ್ಯ ಇದರಲ್ಲಿದೆ. ಆದರೆ ಇದು 2022ರ ವಿಡಿಯೋ ಎಂದು ಸತ್ಯಶೋಧನೆಯಲ್ಲಿ ತಿಳಿದುಬಂದಿದೆ. <box>4 1252 198 1332</box>
bank-column-1: ಶಿವಮೊಗ್ಗ / ಬೆಂಗಳೂರು: ಶಿವಮೊಗ್ಗ ಜಿಲ್ಲಾ ಸಹಕಾರ ಕೇಂದ್ರ ಬ್ಯಾಂಕ್ ಹಗರಣ ಪ್ರಕರಣದಲ್ಲಿ ಬ್ಯಾಂಕ್‌ನ ಮಾಜಿ ಅಧ್ಯಕ್ಷ ಮಂಜುನಾಥ್ ಗೌಡ ಅವರನ್ನು ಜಾರಿ ನಿರ್ದೇಶನಾಲಯ (ಇಡಿ) ಬಂಧಿಸಿದೆ. ಮಂಗಳವಾರ (8.8) ಮಂಜುನಾಥ್ ಗೌಡ ಅವರ ನಿವಾಸದ ಮೇಲೆ ಇಡಿ ಅಧಿಕಾರಿಗಳು ದಾಳಿ ನಡೆಸಿ, ದಾಖಲೆಗಳನ್ನು ಪರಿಶೀಲಿಸಿದ್ದರು. ಅವರ ನಿವಾಸ ಸೇರಿದಂತೆ 8 ಕಡೆ ಇಡಿ ದಾಳಿ ನಡೆದಿತ್ತು. <box>544 702 696 794</box>
